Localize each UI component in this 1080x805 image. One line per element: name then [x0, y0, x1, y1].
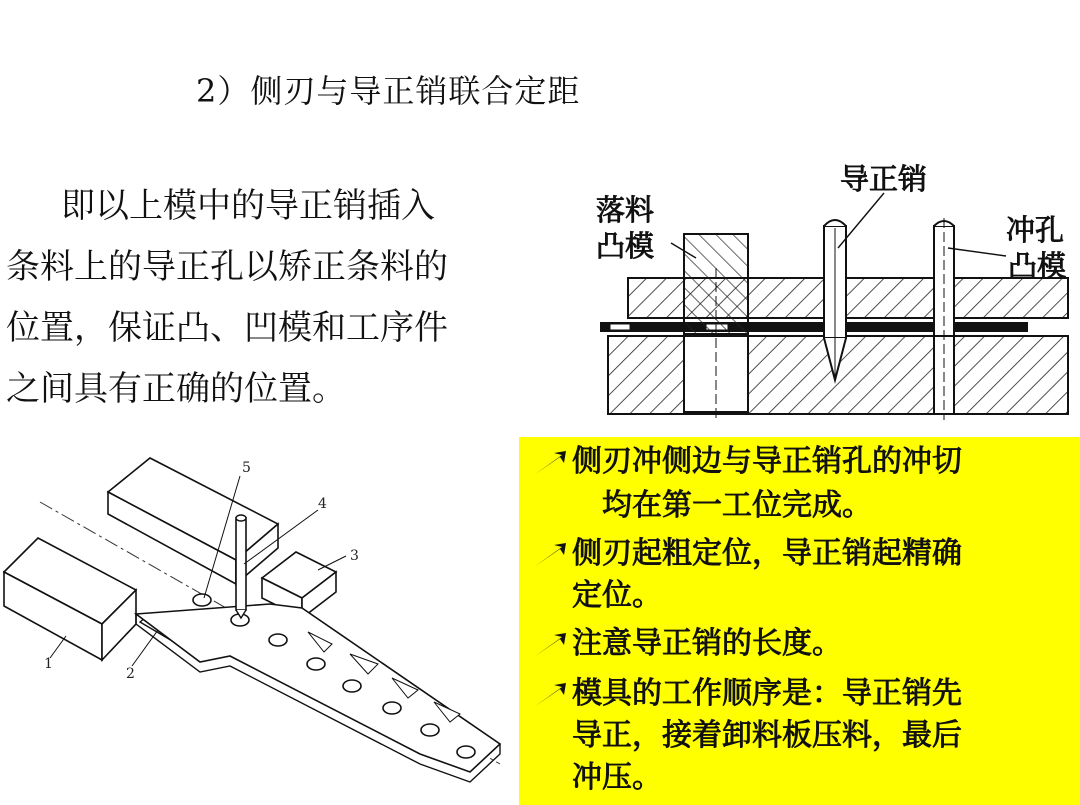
page-title: 2）侧刃与导正销联合定距 — [196, 72, 581, 110]
note-line: 导正，接着卸料板压料，最后 — [572, 718, 962, 753]
arrow-bullet-icon — [532, 631, 568, 659]
part-number: 1 — [44, 656, 53, 672]
note-line: 注意导正销的长度。 — [572, 626, 842, 661]
label-blanking-punch: 落料 — [596, 193, 655, 227]
note-line: 均在第一工位完成。 — [602, 488, 872, 523]
note-line: 模具的工作顺序是：导正销先 — [572, 676, 962, 711]
part-number: 5 — [242, 460, 251, 476]
part-number: 4 — [318, 496, 327, 512]
arrow-bullet-icon — [532, 449, 568, 477]
paragraph-line: 之间具有正确的位置。 — [6, 369, 346, 409]
label-pilot-pin: 导正销 — [840, 162, 928, 196]
paragraph — [6, 176, 506, 420]
note-item — [532, 673, 1072, 799]
die-section-diagram — [588, 158, 1078, 424]
note-line: 冲压。 — [572, 760, 662, 795]
paragraph-line: 位置，保证凸、凹模和工序件 — [6, 308, 448, 348]
part-number: 2 — [126, 666, 135, 682]
arrow-bullet-icon — [532, 541, 568, 569]
paragraph-line: 即以上模中的导正销插入 — [61, 186, 435, 226]
note-item — [532, 533, 1072, 617]
label-blanking-punch: 凸模 — [596, 229, 655, 263]
note-line: 定位。 — [572, 578, 662, 613]
label-piercing-punch: 凸模 — [1008, 249, 1067, 283]
paragraph-line: 条料上的导正孔以矫正条料的 — [6, 247, 448, 287]
label-piercing-punch: 冲孔 — [1006, 213, 1065, 247]
arrow-bullet-icon — [532, 681, 568, 709]
note-item — [532, 441, 1072, 527]
note-line: 侧刃起粗定位，导正销起精确 — [572, 536, 962, 571]
part-number: 3 — [350, 548, 359, 564]
note-item — [532, 623, 1072, 665]
note-line: 侧刃冲侧边与导正销孔的冲切 — [572, 444, 962, 479]
strip-layout-diagram — [0, 452, 520, 801]
notes-list — [532, 441, 1072, 799]
